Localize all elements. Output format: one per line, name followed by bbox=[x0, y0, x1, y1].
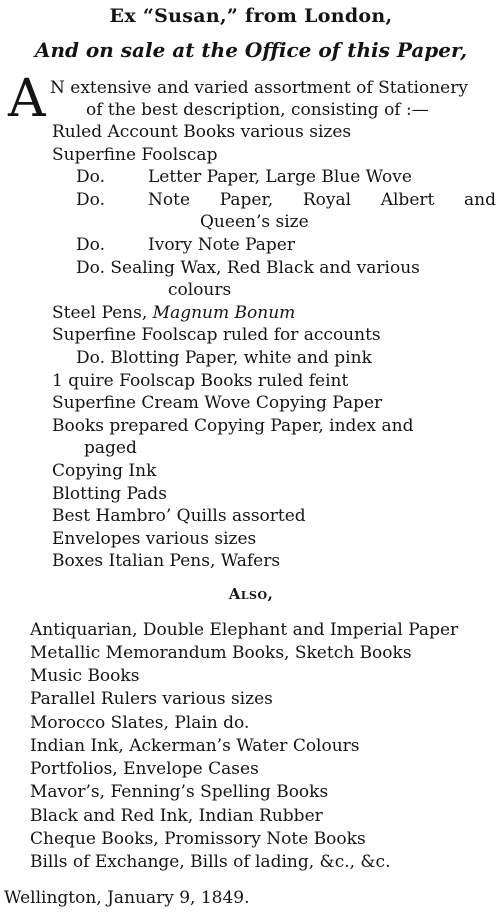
list-item-continuation: paged bbox=[84, 438, 137, 459]
drop-cap: A bbox=[8, 69, 46, 129]
intro-line-2: of the best description, consisting of :— bbox=[86, 100, 429, 120]
item-text: Steel Pens, bbox=[52, 302, 148, 323]
list-item: Boxes Italian Pens, Wafers bbox=[52, 551, 281, 572]
list-item: Portfolios, Envelope Cases bbox=[30, 759, 259, 780]
word: and bbox=[464, 189, 496, 210]
list-item bbox=[4, 302, 498, 325]
list-item: Music Books bbox=[30, 666, 140, 687]
word: Paper, bbox=[219, 189, 274, 210]
list-item: Best Hambro’ Quills assorted bbox=[52, 506, 306, 527]
list-item: Blotting Pads bbox=[52, 483, 167, 504]
word: Albert bbox=[380, 189, 435, 210]
dateline: Wellington, January 9, 1849. bbox=[4, 888, 250, 909]
list-item bbox=[4, 189, 498, 212]
list-item-continuation: Queen’s size bbox=[200, 212, 309, 233]
list-item: 1 quire Foolscap Books ruled feint bbox=[52, 370, 349, 391]
list-item: Superfine Foolscap bbox=[52, 144, 218, 165]
intro-paragraph bbox=[4, 69, 498, 129]
list-item bbox=[4, 166, 498, 189]
list-item: Parallel Rulers various sizes bbox=[30, 689, 273, 710]
also-list bbox=[4, 619, 498, 874]
item-text: Ivory Note Paper bbox=[148, 234, 295, 255]
section-heading-also: Also, bbox=[228, 584, 274, 603]
list-item: Superfine Cream Wove Copying Paper bbox=[52, 393, 383, 414]
list-item bbox=[4, 234, 498, 257]
list-item-continuation: colours bbox=[168, 280, 232, 301]
list-item: Indian Ink, Ackerman’s Water Colours bbox=[30, 735, 360, 756]
headline-ship: Ex “Susan,” from London, bbox=[109, 5, 393, 27]
word: Royal bbox=[302, 189, 352, 210]
word: Note bbox=[148, 189, 191, 210]
list-item: Antiquarian, Double Elephant and Imperial Paper bbox=[30, 619, 459, 640]
list-item: Mavor’s, Fenning’s Spelling Books bbox=[30, 782, 329, 803]
list-item: Ruled Account Books various sizes bbox=[52, 122, 352, 142]
list-item: Do. Blotting Paper, white and pink bbox=[76, 347, 372, 368]
item-text-italic: Magnum Bonum bbox=[152, 302, 296, 323]
stationery-list bbox=[4, 121, 498, 573]
item-text bbox=[148, 189, 498, 212]
ditto-mark: Do. bbox=[76, 189, 105, 210]
list-item: Superfine Foolscap ruled for accounts bbox=[52, 325, 381, 346]
headline-sale: And on sale at the Office of this Paper, bbox=[34, 38, 468, 62]
list-item: Books prepared Copying Paper, index and bbox=[52, 415, 414, 436]
list-item: Morocco Slates, Plain do. bbox=[30, 712, 250, 733]
ditto-mark: Do. bbox=[76, 167, 105, 188]
list-item: Copying Ink bbox=[52, 460, 157, 481]
list-item: Cheque Books, Promissory Note Books bbox=[30, 828, 366, 849]
list-item: Bills of Exchange, Bills of lading, &c., &c. bbox=[30, 851, 391, 872]
list-item: Metallic Memorandum Books, Sketch Books bbox=[30, 643, 412, 664]
advertisement-page bbox=[0, 3, 502, 918]
ditto-mark: Do. bbox=[76, 234, 105, 255]
intro-line-1: N extensive and varied assortment of Stationery bbox=[50, 78, 468, 98]
list-item: Do. Sealing Wax, Red Black and various bbox=[76, 257, 420, 278]
item-text: Letter Paper, Large Blue Wove bbox=[148, 167, 412, 188]
list-item: Black and Red Ink, Indian Rubber bbox=[30, 805, 323, 826]
list-item: Envelopes various sizes bbox=[52, 528, 257, 549]
